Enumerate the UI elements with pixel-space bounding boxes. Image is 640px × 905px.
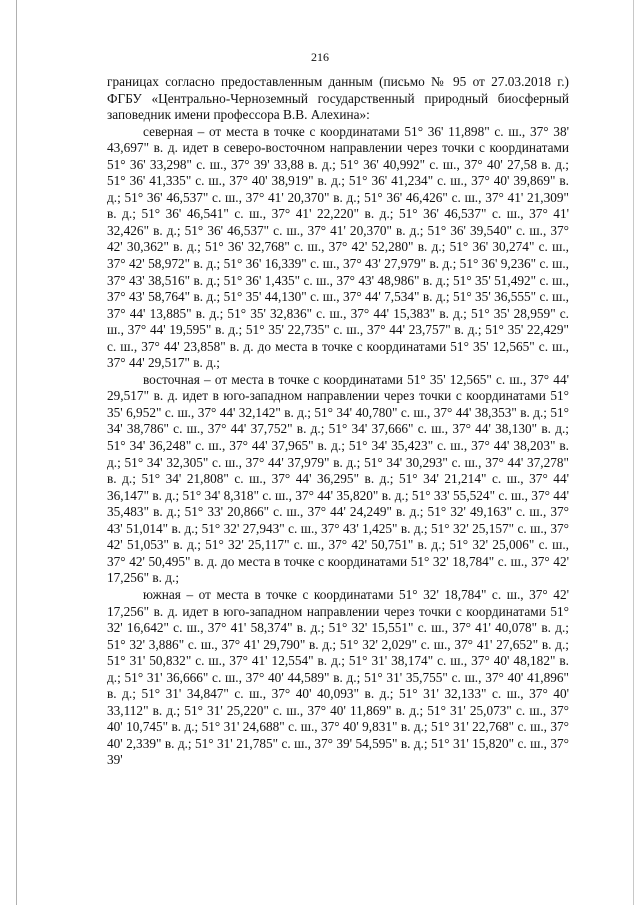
body-text [107,74,569,769]
paragraph-intro: границах согласно предоставленным данным (письмо № 95 от 27.03.2018 г.) ФГБУ «Центрально-Черноземный государственный природный биосферный заповедник имени профессора В.В. Алехина»: [107,74,569,123]
scan-edge-left [16,0,17,905]
paragraph-east-boundary: восточная – от места в точке с координатами 51° 35' 12,565" с. ш., 37° 44' 29,517" в. д. идет в юго-западном направлении через точки с координатами 51° 35' 6,952" с. ш., 37° 44' 32,142" в. д.; 51° 34' 40,780" с. ш., 37° 44' 38,353" в. д.; 51° 34' 38,786" с. ш., 37° 44' 37,752" в. д.; 51° 34' 37,666" с. ш., 37° 44' 38,130" в. д.; 51° 34' 36,248" с. ш., 37° 44' 37,965" в. д.; 51° 34' 35,423" с. ш., 37° 44' 38,203" в. д.; 51° 34' 32,305" с. ш., 37° 44' 37,979" в. д.; 51° 34' 30,293" с. ш., 37° 44' 37,278" в. д.; 51° 34' 21,808" с. ш., 37° 44' 36,295" в. д.; 51° 34' 21,214" с. ш., 37° 44' 36,147" в. д.; 51° 34' 8,318" с. ш., 37° 44' 35,820" в. д.; 51° 33' 55,524" с. ш., 37° 44' 35,483" в. д.; 51° 33' 20,866" с. ш., 37° 44' 24,249" в. д.; 51° 32' 49,163" с. ш., 37° 43' 51,014" в. д.; 51° 32' 27,943" с. ш., 37° 43' 1,425" в. д.; 51° 32' 25,157" с. ш., 37° 42' 51,053" в. д.; 51° 32' 25,117" с. ш., 37° 42' 50,751" в. д.; 51° 32' 25,006" с. ш., 37° 42' 50,495" в. д. до места в точке с координатами 51° 32' 18,784" с. ш., 37° 42' 17,256" в. д.; [107,371,569,586]
page-number: 216 [311,50,329,64]
scan-edge-right [633,0,634,905]
paragraph-south-boundary: южная – от места в точке с координатами 51° 32' 18,784" с. ш., 37° 42' 17,256" в. д. идет в юго-западном направлении через точки с координатами 51° 32' 16,642" с. ш., 37° 41' 58,374" в. д.; 51° 32' 15,551" с. ш., 37° 41' 40,078" в. д.; 51° 32' 3,886" с. ш., 37° 41' 29,790" в. д.; 51° 32' 2,029" с. ш., 37° 41' 27,652" в. д.; 51° 31' 50,832" с. ш., 37° 41' 12,554" в. д.; 51° 31' 38,174" с. ш., 37° 40' 48,182" в. д.; 51° 31' 36,666" с. ш., 37° 40' 44,589" в. д.; 51° 31' 35,755" с. ш., 37° 40' 41,896" в. д.; 51° 31' 34,847" с. ш., 37° 40' 40,093" в. д.; 51° 31' 32,133" с. ш., 37° 40' 33,112" в. д.; 51° 31' 25,220" с. ш., 37° 40' 11,869" в. д.; 51° 31' 25,073" с. ш., 37° 40' 10,745" в. д.; 51° 31' 24,688" с. ш., 37° 40' 9,831" в. д.; 51° 31' 22,768" с. ш., 37° 40' 2,339" в. д.; 51° 31' 21,785" с. ш., 37° 39' 54,595" в. д.; 51° 31' 15,820" с. ш., 37° 39' [107,586,569,768]
paragraph-north-boundary: северная – от места в точке с координатами 51° 36' 11,898" с. ш., 37° 38' 43,697" в. д. идет в северо-восточном направлении через точки с координатами 51° 36' 33,298" с. ш., 37° 39' 33,88 в. д.; 51° 36' 40,992" с. ш., 37° 40' 27,58 в. д.; 51° 36' 41,335" с. ш., 37° 40' 38,919" в. д.; 51° 36' 41,234" с. ш., 37° 40' 39,869" в. д.; 51° 36' 46,537" с. ш., 37° 41' 20,370" в. д.; 51° 36' 46,426" с. ш., 37° 41' 21,309" в. д.; 51° 36' 46,541" с. ш., 37° 41' 22,220" в. д.; 51° 36' 46,537" с. ш., 37° 41' 32,426" в. д.; 51° 36' 46,537" с. ш., 37° 41' 20,370" в. д.; 51° 36' 39,540" с. ш., 37° 42' 30,362" в. д.; 51° 36' 32,768" с. ш., 37° 42' 52,280" в. д.; 51° 36' 30,274" с. ш., 37° 42' 58,972" в. д.; 51° 36' 16,339" с. ш., 37° 43' 27,979" в. д.; 51° 36' 9,236" с. ш., 37° 43' 38,516" в. д.; 51° 36' 1,435" с. ш., 37° 43' 48,986" в. д.; 51° 35' 51,492" с. ш., 37° 43' 58,764" в. д.; 51° 35' 44,130" с. ш., 37° 44' 7,534" в. д.; 51° 35' 36,555" с. ш., 37° 44' 13,885" в. д.; 51° 35' 32,836" с. ш., 37° 44' 15,383" в. д.; 51° 35' 28,959" с. ш., 37° 44' 19,595" в. д.; 51° 35' 22,735" с. ш., 37° 44' 23,757" в. д.; 51° 35' 22,429" с. ш., 37° 44' 23,858" в. д. до места в точке с координатами 51° 35' 12,565" с. ш., 37° 44' 29,517" в. д.; [107,123,569,371]
